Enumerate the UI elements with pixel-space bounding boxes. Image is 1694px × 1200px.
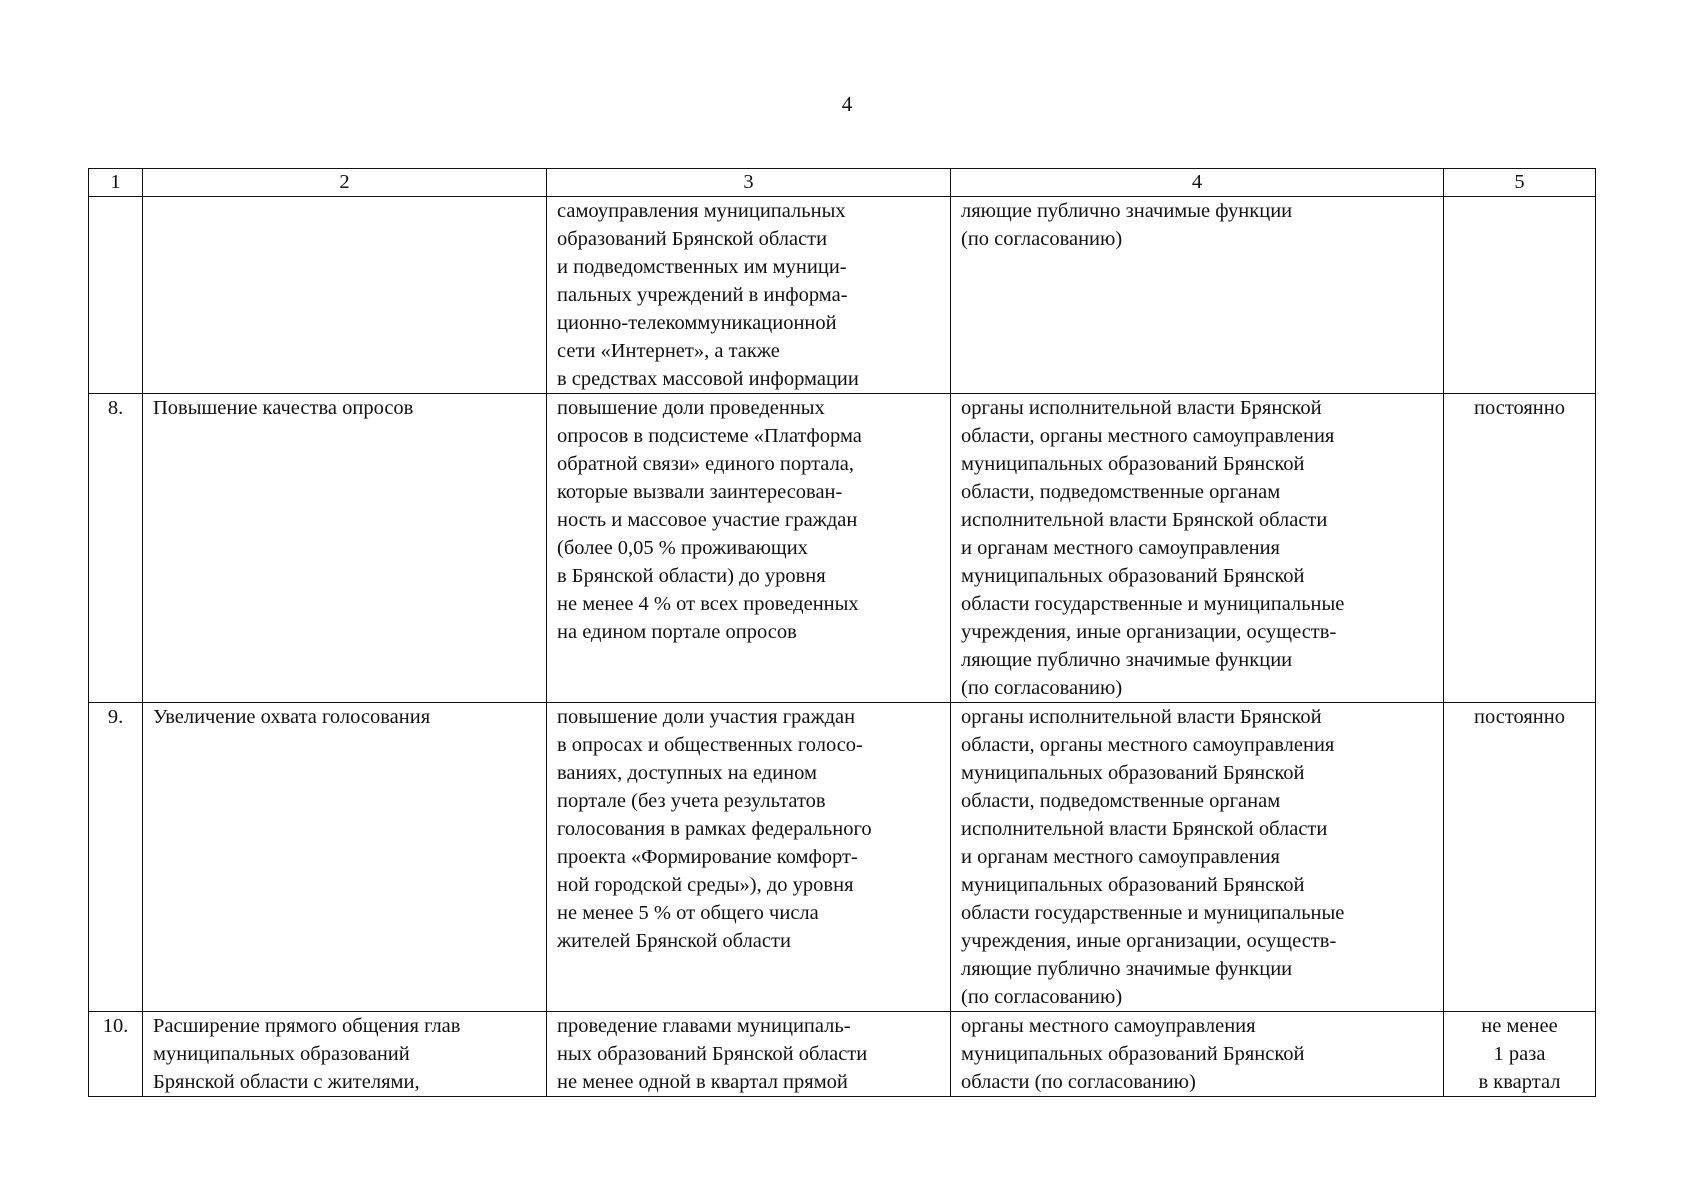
- measure-name-cell: [143, 394, 547, 703]
- executors-text-line: муниципальных образований Брянской: [961, 874, 1305, 896]
- measure-name-cell: [143, 703, 547, 1012]
- measure-name-cell: [143, 1012, 547, 1097]
- indicator-text-line: на едином портале опросов: [557, 621, 797, 643]
- term-text-cell: [1444, 703, 1596, 1012]
- header-col-1: 1: [89, 169, 143, 197]
- term-text-line: постоянно: [1474, 706, 1565, 728]
- executors-text-line: области (по согласованию): [961, 1071, 1196, 1093]
- executors-text-line: муниципальных образований Брянской: [961, 453, 1305, 475]
- executors-text-line: органы местного самоуправления: [961, 1015, 1256, 1037]
- term-text-cell: [1444, 394, 1596, 703]
- measure-name-line: муниципальных образований: [153, 1043, 410, 1065]
- executors-text-line: области, органы местного самоуправления: [961, 734, 1335, 756]
- indicator-text-line: в средствах массовой информации: [557, 368, 859, 390]
- indicator-text-line: и подведомственных им муници-: [557, 256, 847, 278]
- measure-name-line: Повышение качества опросов: [153, 397, 414, 419]
- executors-text-line: учреждения, иные организации, осуществ-: [961, 930, 1337, 952]
- indicator-text-line: портале (без учета результатов: [557, 790, 826, 812]
- executors-text-line: области государственные и муниципальные: [961, 593, 1345, 615]
- executors-text-cell: [951, 394, 1444, 703]
- executors-text-line: (по согласованию): [961, 677, 1123, 699]
- row-number: 8.: [89, 394, 143, 703]
- table-row: [89, 197, 1596, 394]
- term-text-cell: [1444, 1012, 1596, 1097]
- measure-name-cell: [143, 197, 547, 394]
- indicator-text-line: образований Брянской области: [557, 228, 828, 250]
- indicator-text-line: ционно-телекоммуникационной: [557, 312, 837, 334]
- indicator-text-line: в опросах и общественных голосо-: [557, 734, 863, 756]
- indicator-text-line: голосования в рамках федерального: [557, 818, 872, 840]
- indicator-text-line: проведение главами муниципаль-: [557, 1015, 851, 1037]
- indicator-text-cell: [547, 1012, 951, 1097]
- header-col-3: 3: [547, 169, 951, 197]
- executors-text-line: ляющие публично значимые функции: [961, 958, 1293, 980]
- header-col-5: 5: [1444, 169, 1596, 197]
- term-text-cell: [1444, 197, 1596, 394]
- executors-text-line: учреждения, иные организации, осуществ-: [961, 621, 1337, 643]
- executors-text-line: муниципальных образований Брянской: [961, 762, 1305, 784]
- indicator-text-line: повышение доли участия граждан: [557, 706, 856, 728]
- executors-text-line: органы исполнительной власти Брянской: [961, 397, 1322, 419]
- indicator-text-line: опросов в подсистеме «Платформа: [557, 425, 862, 447]
- indicator-text-line: которые вызвали заинтересован-: [557, 481, 843, 503]
- executors-text-line: ляющие публично значимые функции: [961, 649, 1293, 671]
- indicator-text-line: жителей Брянской области: [557, 930, 791, 952]
- executors-text-line: (по согласованию): [961, 228, 1123, 250]
- header-row: [89, 169, 1596, 197]
- indicator-text-line: ваниях, доступных на едином: [557, 762, 817, 784]
- executors-text-line: области, подведомственные органам: [961, 790, 1281, 812]
- executors-text-line: органы исполнительной власти Брянской: [961, 706, 1322, 728]
- indicator-text-cell: [547, 703, 951, 1012]
- executors-text-line: (по согласованию): [961, 986, 1123, 1008]
- row-number: 9.: [89, 703, 143, 1012]
- indicator-text-line: не менее одной в квартал прямой: [557, 1071, 848, 1093]
- indicator-text-line: не менее 4 % от всех проведенных: [557, 593, 859, 615]
- executors-text-line: и органам местного самоуправления: [961, 846, 1280, 868]
- table-row: [89, 1012, 1596, 1097]
- indicator-text-line: ность и массовое участие граждан: [557, 509, 858, 531]
- indicator-text-line: самоуправления муниципальных: [557, 200, 846, 222]
- term-text-line: 1 раза: [1493, 1043, 1546, 1065]
- indicator-text-line: обратной связи» единого портала,: [557, 453, 855, 475]
- row-number: [89, 197, 143, 394]
- measure-name-line: Увеличение охвата голосования: [153, 706, 431, 728]
- executors-text-line: муниципальных образований Брянской: [961, 1043, 1305, 1065]
- executors-text-line: области, подведомственные органам: [961, 481, 1281, 503]
- executors-text-line: исполнительной власти Брянской области: [961, 818, 1328, 840]
- indicator-text-line: ных образований Брянской области: [557, 1043, 868, 1065]
- term-text-line: в квартал: [1478, 1071, 1561, 1093]
- indicator-text-line: повышение доли проведенных: [557, 397, 825, 419]
- indicator-text-line: сети «Интернет», а также: [557, 340, 780, 362]
- term-text-line: постоянно: [1474, 397, 1565, 419]
- measures-table: [88, 168, 1596, 1097]
- executors-text-line: и органам местного самоуправления: [961, 537, 1280, 559]
- indicator-text-cell: [547, 197, 951, 394]
- indicator-text-cell: [547, 394, 951, 703]
- page-number: 4: [841, 92, 853, 116]
- header-col-2: 2: [143, 169, 547, 197]
- measure-name-line: Брянской области с жителями,: [153, 1071, 420, 1093]
- executors-text-cell: [951, 703, 1444, 1012]
- indicator-text-line: (более 0,05 % проживающих: [557, 537, 808, 559]
- executors-text-line: исполнительной власти Брянской области: [961, 509, 1328, 531]
- indicator-text-line: пальных учреждений в информа-: [557, 284, 848, 306]
- term-text-line: не менее: [1481, 1015, 1558, 1037]
- indicator-text-line: не менее 5 % от общего числа: [557, 902, 819, 924]
- executors-text-line: ляющие публично значимые функции: [961, 200, 1293, 222]
- measure-name-line: Расширение прямого общения глав: [153, 1015, 461, 1037]
- header-col-4: 4: [951, 169, 1444, 197]
- executors-text-line: муниципальных образований Брянской: [961, 565, 1305, 587]
- indicator-text-line: в Брянской области) до уровня: [557, 565, 826, 587]
- executors-text-line: области государственные и муниципальные: [961, 902, 1345, 924]
- indicator-text-line: ной городской среды»), до уровня: [557, 874, 854, 896]
- executors-text-cell: [951, 1012, 1444, 1097]
- executors-text-line: области, органы местного самоуправления: [961, 425, 1335, 447]
- indicator-text-line: проекта «Формирование комфорт-: [557, 846, 858, 868]
- table-row: [89, 394, 1596, 703]
- row-number: 10.: [89, 1012, 143, 1097]
- executors-text-cell: [951, 197, 1444, 394]
- table-row: [89, 703, 1596, 1012]
